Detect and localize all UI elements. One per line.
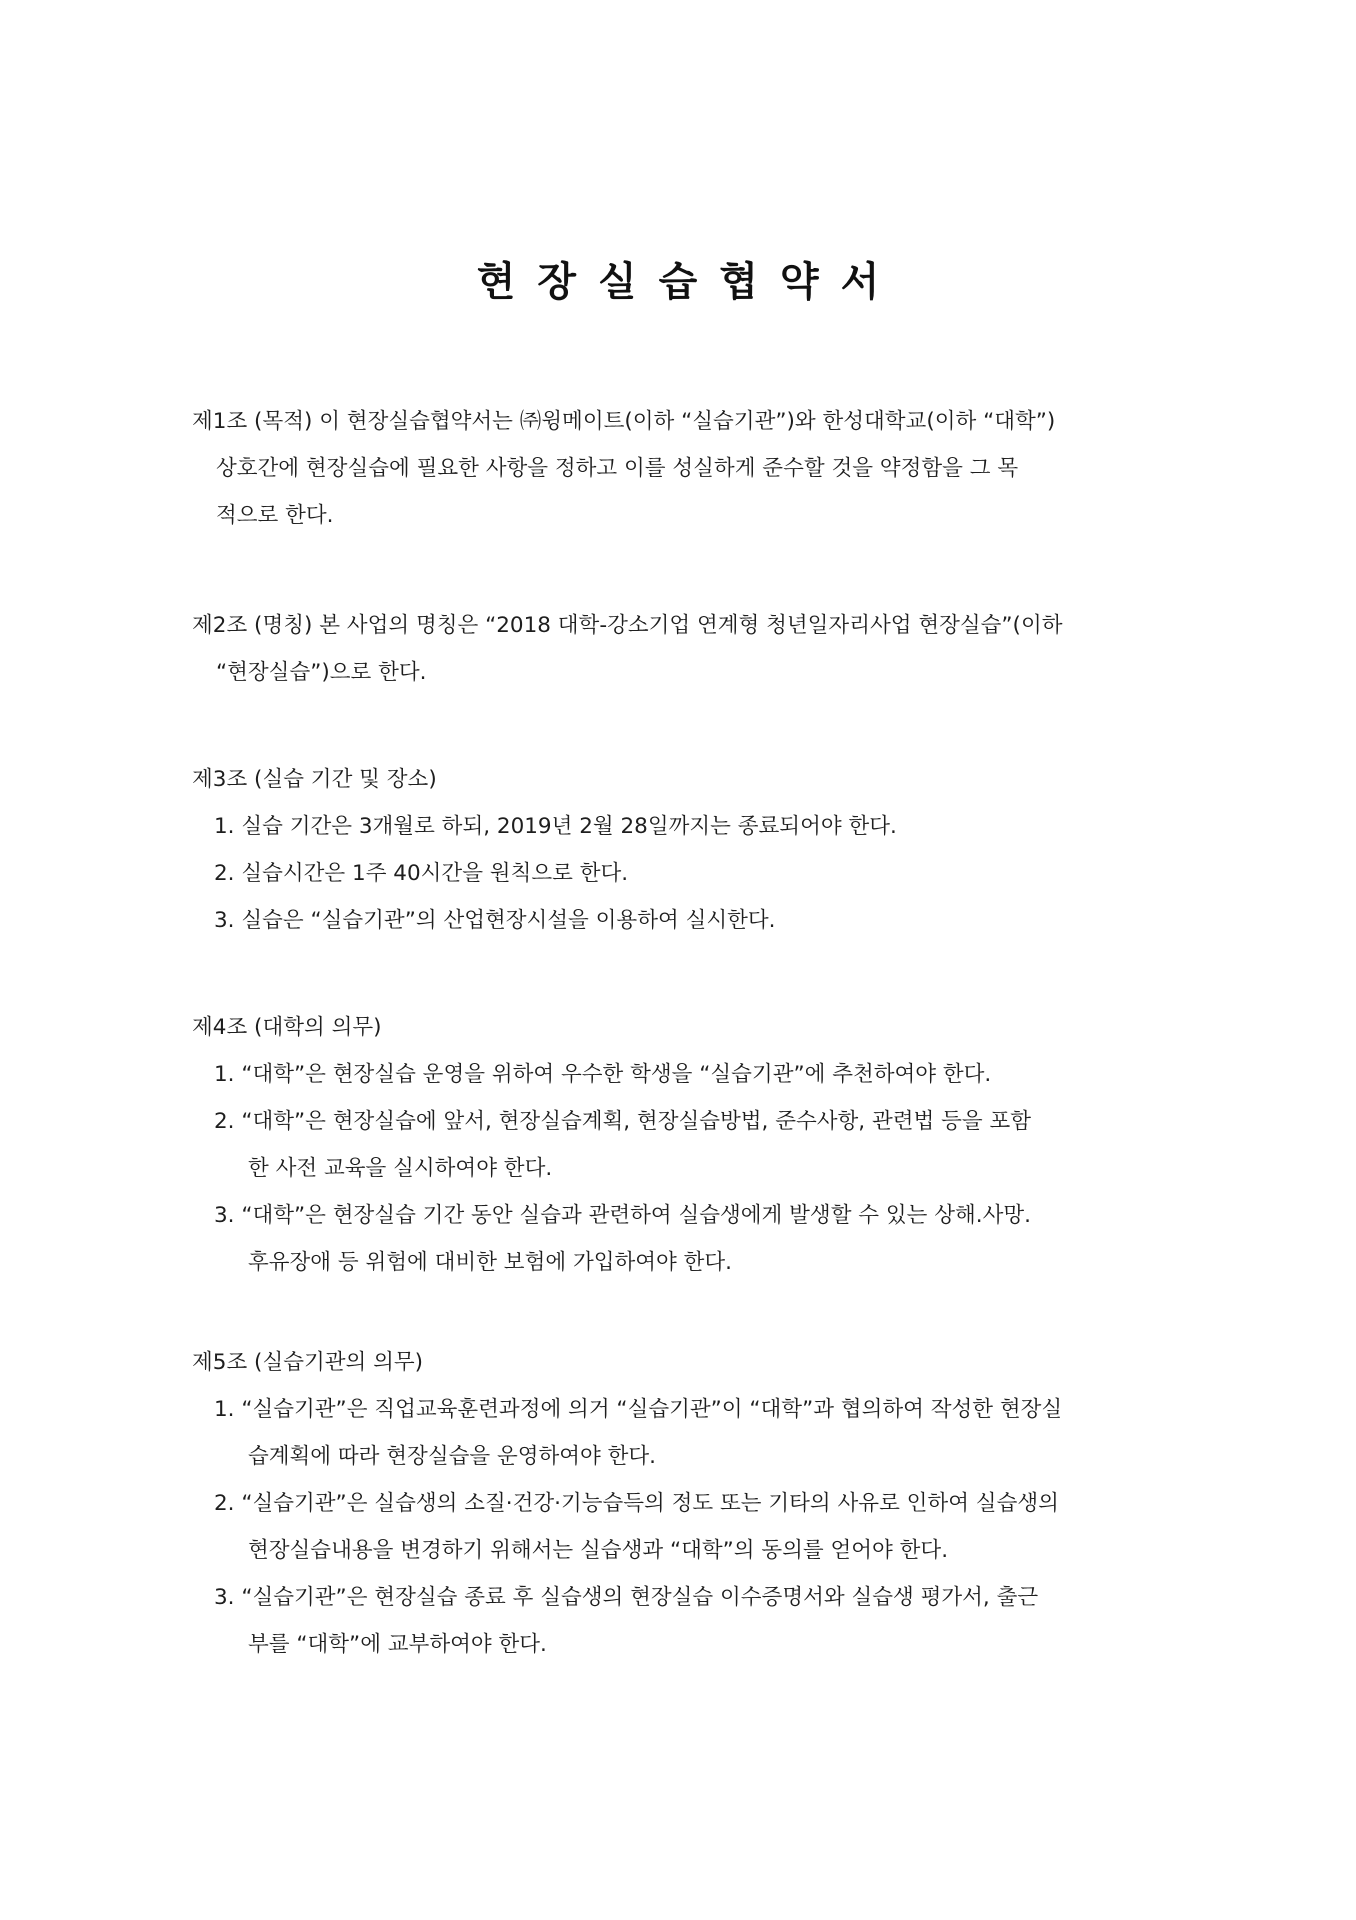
article-4-item-2 — [192, 1098, 1156, 1192]
document-title: 현장실습협약서 — [476, 259, 902, 305]
article-4 — [192, 1004, 1156, 1286]
article-3-heading: 제3조 (실습 기간 및 장소) — [192, 767, 437, 792]
article-4-heading: 제4조 (대학의 의무) — [192, 1015, 382, 1040]
article-4-item-1 — [192, 1051, 1156, 1098]
article-4-item-1-line-1: 1. “대학”은 현장실습 운영을 위하여 우수한 학생을 “실습기관”에 추천하여야 한다. — [214, 1062, 992, 1087]
article-3 — [192, 756, 1156, 944]
article-3-item-2 — [192, 850, 1156, 897]
article-1-line-1: 제1조 (목적) 이 현장실습협약서는 ㈜윙메이트(이하 “실습기관”)와 한성대학교(이하 “대학”) — [192, 409, 1056, 434]
article-5-item-1-line-2: 습계획에 따라 현장실습을 운영하여야 한다. — [248, 1444, 657, 1469]
article-4-item-2-line-2: 한 사전 교육을 실시하여야 한다. — [248, 1156, 553, 1181]
article-1-line-3: 적으로 한다. — [216, 503, 334, 528]
article-5-item-2-line-1: 2. “실습기관”은 실습생의 소질·건강·기능습득의 정도 또는 기타의 사유로 인하여 실습생의 — [214, 1491, 1059, 1516]
article-3-item-1 — [192, 803, 1156, 850]
article-3-item-3 — [192, 897, 1156, 944]
article-5-item-2 — [192, 1480, 1156, 1574]
article-5 — [192, 1339, 1156, 1668]
article-4-item-3-line-1: 3. “대학”은 현장실습 기간 동안 실습과 관련하여 실습생에게 발생할 수 있는 상해.사망. — [214, 1203, 1032, 1228]
article-1-line-2: 상호간에 현장실습에 필요한 사항을 정하고 이를 성실하게 준수할 것을 약정함을 그 목 — [216, 456, 1019, 481]
article-4-item-3 — [192, 1192, 1156, 1286]
article-5-item-3-line-2: 부를 “대학”에 교부하여야 한다. — [248, 1632, 547, 1657]
article-5-item-1 — [192, 1386, 1156, 1480]
article-5-item-1-line-1: 1. “실습기관”은 직업교육훈련과정에 의거 “실습기관”이 “대학”과 협의하여 작성한 현장실 — [214, 1397, 1063, 1422]
article-1 — [192, 398, 1156, 539]
article-3-item-3-line-1: 3. 실습은 “실습기관”의 산업현장시설을 이용하여 실시한다. — [214, 908, 776, 933]
article-5-heading: 제5조 (실습기관의 의무) — [192, 1350, 424, 1375]
article-2 — [192, 602, 1156, 696]
article-2-line-1: 제2조 (명칭) 본 사업의 명칭은 “2018 대학-강소기업 연계형 청년일자리사업 현장실습”(이하 — [192, 613, 1063, 638]
article-2-line-2: “현장실습”)으로 한다. — [216, 660, 427, 685]
article-3-item-1-line-1: 1. 실습 기간은 3개월로 하되, 2019년 2월 28일까지는 종료되어야 한다. — [214, 814, 897, 839]
article-5-item-3 — [192, 1574, 1156, 1668]
article-4-item-3-line-2: 후유장애 등 위험에 대비한 보험에 가입하여야 한다. — [248, 1250, 732, 1275]
article-4-item-2-line-1: 2. “대학”은 현장실습에 앞서, 현장실습계획, 현장실습방법, 준수사항, 관련법 등을 포함 — [214, 1109, 1032, 1134]
article-5-item-2-line-2: 현장실습내용을 변경하기 위해서는 실습생과 “대학”의 동의를 얻어야 한다. — [248, 1538, 949, 1563]
article-3-item-2-line-1: 2. 실습시간은 1주 40시간을 원칙으로 한다. — [214, 861, 629, 886]
article-5-item-3-line-1: 3. “실습기관”은 현장실습 종료 후 실습생의 현장실습 이수증명서와 실습생 평가서, 출근 — [214, 1585, 1039, 1610]
